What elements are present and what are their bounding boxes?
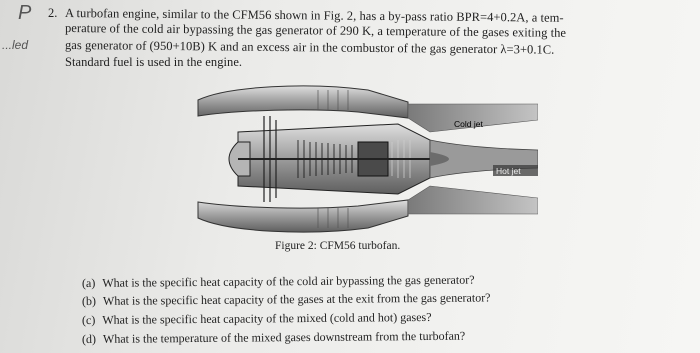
problem-line-1: A turbofan engine, similar to the CFM56 shown in Fig. 2, has a by-pass ratio BPR=4+0.2A, a tem- [64, 6, 564, 25]
problem-line-3: gas generator of (950+10B) K and an excess air in the combustor of the gas generator λ=3+0.1C. [64, 38, 555, 57]
nacelle-upper [198, 86, 408, 118]
question-c-label: (c) [81, 312, 96, 327]
cfm56-turbofan-figure [168, 80, 538, 238]
question-b-label: (b) [81, 293, 97, 308]
question-d-label: (d) [81, 331, 97, 346]
question-d [82, 329, 465, 347]
problem-line-4: Standard fuel is used in the engine. [65, 55, 243, 69]
problem-line-2: perature of the cold air bypassing the gas generator of 290 K, a temperature of the gases exiting the [64, 21, 567, 40]
cold-jet-label: Cold jet [454, 119, 483, 129]
margin-note-side: ...led [2, 38, 29, 52]
hot-jet-label: Hot jet [496, 166, 521, 176]
question-b-text: What is the specific heat capacity of the gases at the exit from the gas generator? [102, 290, 491, 308]
problem-number: 2. [48, 6, 58, 20]
cold-jet-stream-lower [408, 186, 538, 214]
question-a-text: What is the specific heat capacity of the cold air bypassing the gas generator? [102, 272, 475, 290]
question-d-text: What is the temperature of the mixed gases downstream from the turbofan? [102, 328, 466, 346]
question-a [82, 273, 475, 291]
nacelle-lower [198, 200, 408, 232]
question-c-text: What is the specific heat capacity of the mixed (cold and hot) gases? [102, 309, 432, 327]
margin-note-p: P [18, 2, 32, 24]
question-a-label: (a) [81, 275, 96, 290]
figure-caption: Figure 2: CFM56 turbofan. [275, 240, 401, 252]
question-c [82, 310, 432, 328]
question-b [82, 290, 491, 309]
